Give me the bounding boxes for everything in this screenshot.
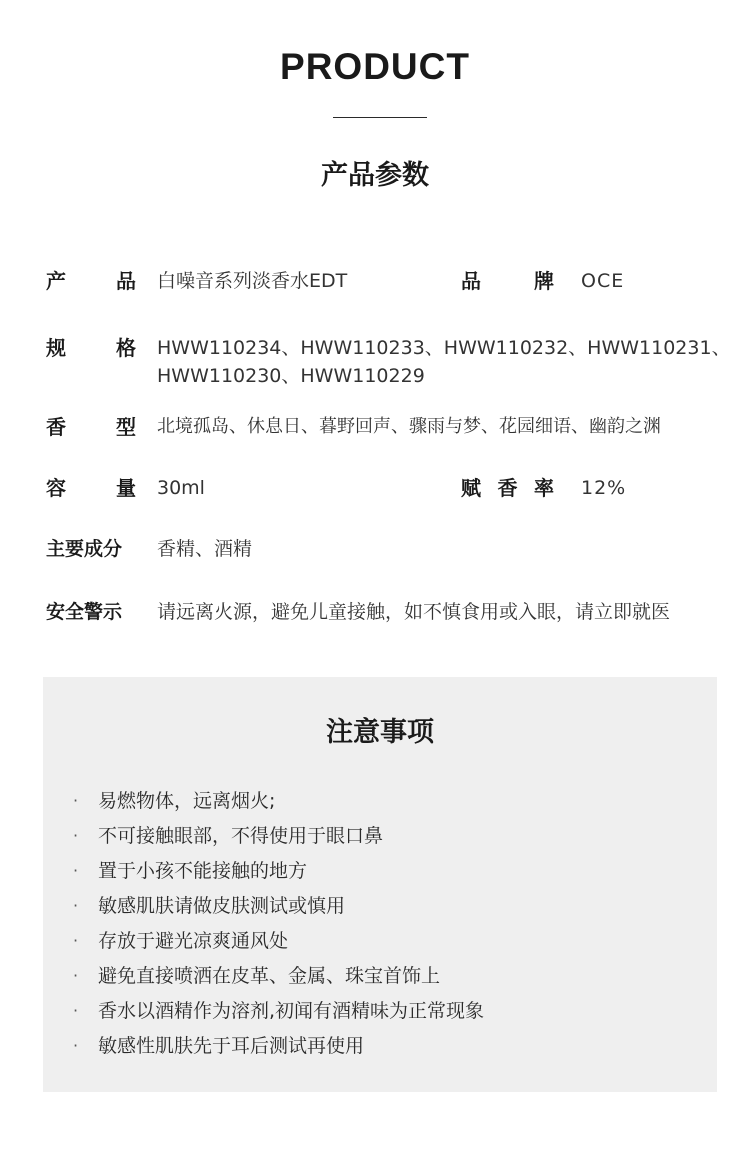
spec-value-line2: HWW110230、HWW110229 [157, 365, 425, 387]
bullet-icon: · [73, 1036, 79, 1055]
notice-item-text: 避免直接喷洒在皮革、金属、珠宝首饰上 [98, 965, 441, 987]
page-title: PRODUCT [280, 46, 470, 87]
scent-label: 香 型 [46, 415, 136, 439]
ingredients-label: 主要成分 [46, 538, 123, 560]
list-item [73, 962, 484, 997]
list-item [73, 857, 484, 892]
notice-item-text: 易燃物体，远离烟火; [98, 790, 276, 812]
scent-value: 北境孤岛、休息日、暮野回声、骤雨与梦、花园细语、幽韵之渊 [157, 416, 661, 437]
bullet-icon: · [73, 791, 79, 810]
list-item [73, 927, 484, 962]
bullet-icon: · [73, 931, 79, 950]
spec-label: 规 格 [46, 336, 136, 360]
notice-item-text: 存放于避光凉爽通风处 [98, 930, 289, 952]
bullet-icon: · [73, 1001, 79, 1020]
product-value: 白噪音系列淡香水EDT [157, 270, 348, 292]
warning-value: 请远离火源，避免儿童接触，如不慎食用或入眼，请立即就医 [157, 601, 671, 623]
notice-list [73, 787, 484, 1067]
brand-label: 品 牌 [461, 269, 554, 293]
bullet-icon: · [73, 861, 79, 880]
notice-item-text: 不可接触眼部，不得使用于眼口鼻 [98, 825, 384, 847]
spec-value-line1: HWW110234、HWW110233、HWW110232、HWW110231、 [157, 337, 731, 359]
notice-item-text: 敏感性肌肤先于耳后测试再使用 [98, 1035, 365, 1057]
notice-item-text: 置于小孩不能接触的地方 [98, 860, 308, 882]
concentration-label: 赋 香 率 [461, 476, 554, 500]
volume-label: 容 量 [46, 476, 136, 500]
bullet-icon: · [73, 966, 79, 985]
bullet-icon: · [73, 896, 79, 915]
product-label: 产 品 [46, 269, 136, 293]
list-item [73, 822, 484, 857]
list-item [73, 997, 484, 1032]
brand-value: OCE [581, 270, 625, 292]
list-item [73, 787, 484, 822]
warning-label: 安全警示 [46, 601, 123, 623]
ingredients-value: 香精、酒精 [157, 538, 253, 560]
list-item [73, 892, 484, 927]
bullet-icon: · [73, 826, 79, 845]
notice-title: 注意事项 [326, 717, 434, 748]
title-divider [333, 117, 427, 118]
section-title-params: 产品参数 [321, 160, 429, 191]
notice-item-text: 敏感肌肤请做皮肤测试或慎用 [98, 895, 346, 917]
notice-panel [43, 677, 717, 1092]
concentration-value: 12% [581, 477, 627, 499]
volume-value: 30ml [157, 477, 205, 499]
notice-item-text: 香水以酒精作为溶剂,初闻有酒精味为正常现象 [98, 1000, 485, 1022]
list-item [73, 1032, 484, 1067]
